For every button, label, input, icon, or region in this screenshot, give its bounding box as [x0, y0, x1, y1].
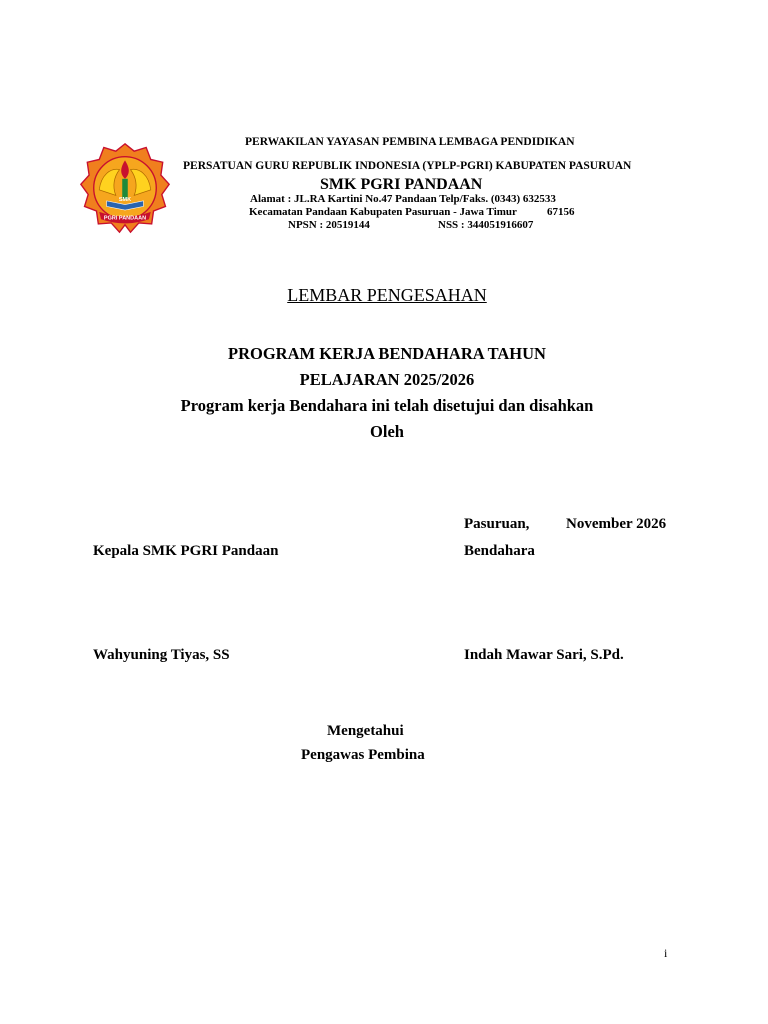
subtitle-line2: PELAJARAN 2025/2026 [299, 370, 475, 389]
logo-text-bottom: PGRI PANDAAN [103, 215, 147, 222]
page-number: i [664, 946, 668, 960]
school-district: Kecamatan Pandaan Kabupaten Pasuruan - Jawa Timur [249, 206, 517, 218]
approval-by: Oleh [370, 422, 404, 441]
supervisor-role: Pengawas Pembina [301, 747, 425, 763]
school-name: SMK PGRI PANDAAN [320, 176, 483, 193]
acknowledge-label: Mengetahui [327, 723, 404, 739]
approval-statement: Program kerja Bendahara ini telah disetujui dan disahkan [180, 396, 594, 415]
left-signer-name: Wahyuning Tiyas, SS [93, 647, 230, 663]
logo-text-top: SMK [118, 196, 132, 203]
right-signer-role: Bendahara [464, 543, 535, 559]
school-logo [79, 142, 171, 234]
header-line1: PERWAKILAN YAYASAN PEMBINA LEMBAGA PENDIDIKAN [245, 136, 575, 148]
subtitle-line1: PROGRAM KERJA BENDAHARA TAHUN [228, 344, 546, 363]
signature-place: Pasuruan, [464, 516, 530, 532]
signature-date: November 2026 [566, 516, 667, 532]
postal-code: 67156 [547, 206, 575, 218]
left-signer-role: Kepala SMK PGRI Pandaan [93, 543, 279, 559]
npsn: NPSN : 20519144 [288, 219, 370, 231]
document-title: LEMBAR PENGESAHAN [287, 285, 487, 305]
school-address: Alamat : JL.RA Kartini No.47 Pandaan Telp/Faks. (0343) 632533 [250, 193, 556, 205]
right-signer-name: Indah Mawar Sari, S.Pd. [464, 647, 624, 663]
header-line2: PERSATUAN GURU REPUBLIK INDONESIA (YPLP-PGRI) KABUPATEN PASURUAN [183, 160, 632, 172]
nss: NSS : 344051916607 [438, 219, 534, 231]
